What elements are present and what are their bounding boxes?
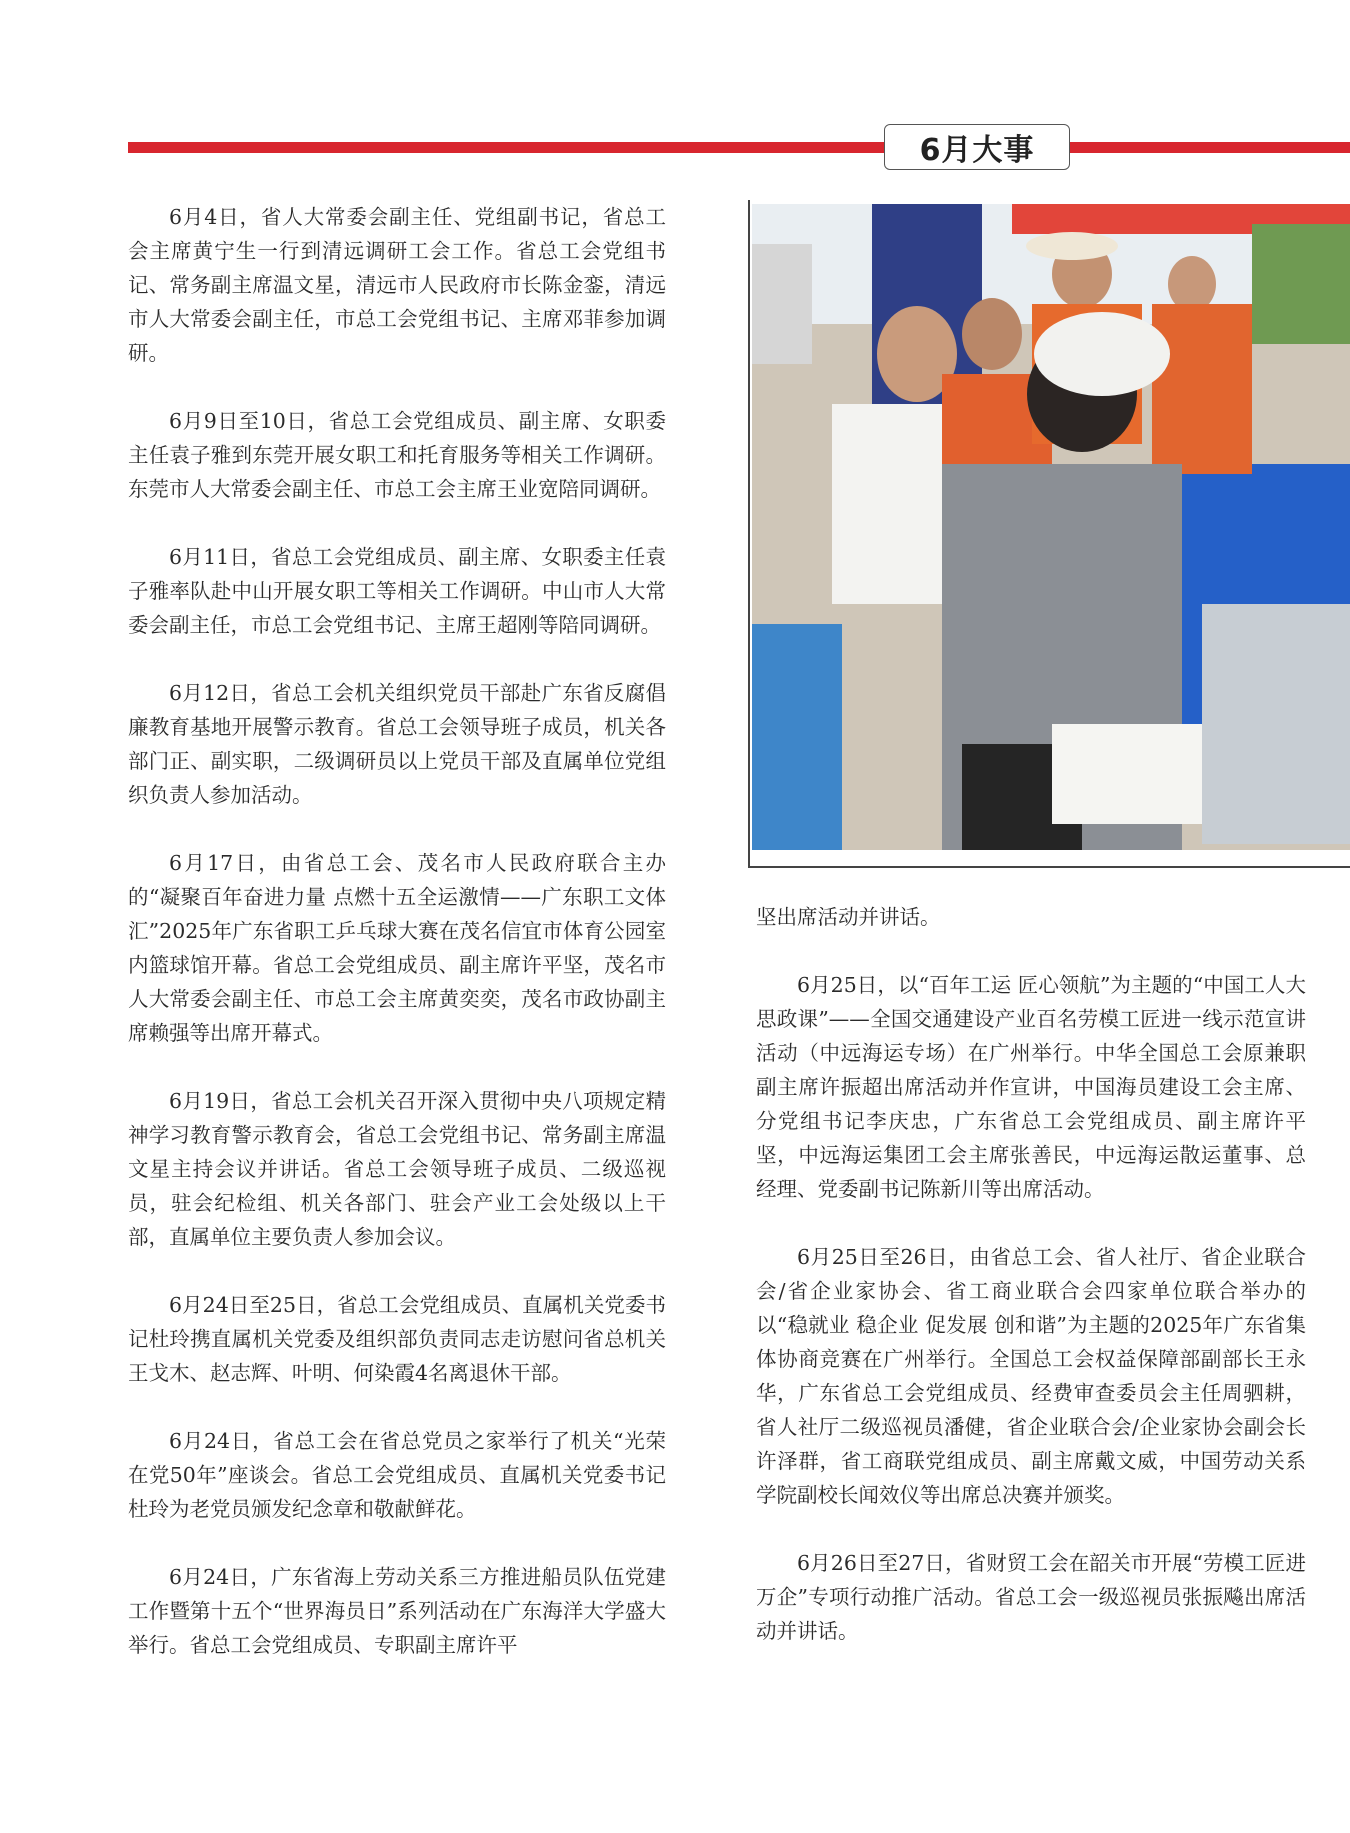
header-red-bar <box>128 142 1350 153</box>
news-item: 6月26日至27日，省财贸工会在韶关市开展“劳模工匠进万企”专项行动推广活动。省总工会一级巡视员张振飚出席活动并讲话。 <box>756 1551 1306 1643</box>
news-item: 6月9日至10日，省总工会党组成员、副主席、女职委主任袁子雅到东莞开展女职工和托育服务等相关工作调研。东莞市人大常委会副主任、市总工会主席王业宽陪同调研。 <box>128 409 666 501</box>
news-item: 6月24日，广东省海上劳动关系三方推进船员队伍党建工作暨第十五个“世界海员日”系列活动在广东海洋大学盛大举行。省总工会党组成员、专职副主席许平 <box>128 1565 666 1657</box>
left-column <box>128 200 666 1696</box>
event-photo <box>752 204 1350 850</box>
news-item: 6月19日，省总工会机关召开深入贯彻中央八项规定精神学习教育警示教育会，省总工会党组书记、常务副主席温文星主持会议并讲话。省总工会领导班子成员、二级巡视员，驻会纪检组、机关各部门、驻会产业工会处级以上干部，直属单位主要负责人参加会议。 <box>128 1089 666 1249</box>
news-item: 6月25日至26日，由省总工会、省人社厅、省企业联合会/省企业家协会、省工商业联合会四家单位联合举办的以“稳就业 稳企业 促发展 创和谐”为主题的2025年广东省集体协商竞赛在广州举行。全国总工会权益保障部副部长王永华，广东省总工会党组成员、经费审查委员会主任周驷耕，省人社厅二级巡视员潘健，省企业联合会/企业家协会副会长许泽群，省工商联党组成员、副主席戴文威，中国劳动关系学院副校长闻效仪等出席总决赛并颁奖。 <box>756 1245 1306 1507</box>
news-item: 6月12日，省总工会机关组织党员干部赴广东省反腐倡廉教育基地开展警示教育。省总工会领导班子成员，机关各部门正、副实职，二级调研员以上党员干部及直属单位党组织负责人参加活动。 <box>128 681 666 807</box>
right-column <box>756 900 1306 1682</box>
news-item: 6月25日，以“百年工运 匠心领航”为主题的“中国工人大思政课”——全国交通建设产业百名劳模工匠进一线示范宣讲活动（中远海运专场）在广州举行。中华全国总工会原兼职副主席许振超出席活动并作宣讲，中国海员建设工会主席、分党组书记李庆忠，广东省总工会党组成员、副主席许平坚，中远海运集团工会主席张善民，中远海运散运董事、总经理、党委副书记陈新川等出席活动。 <box>756 973 1306 1201</box>
section-label: 6月大事 <box>884 124 1070 170</box>
news-item-continued: 坚出席活动并讲话。 <box>756 905 941 929</box>
news-item: 6月4日，省人大常委会副主任、党组副书记，省总工会主席黄宁生一行到清远调研工会工作。省总工会党组书记、常务副主席温文星，清远市人民政府市长陈金銮，清远市人大常委会副主任，市总工会党组书记、主席邓菲参加调研。 <box>128 205 666 365</box>
news-item: 6月17日，由省总工会、茂名市人民政府联合主办的“凝聚百年奋进力量 点燃十五全运激情——广东职工文体汇”2025年广东省职工乒乓球大赛在茂名信宜市体育公园室内篮球馆开幕。省总工会党组成员、副主席许平坚，茂名市人大常委会副主任、市总工会主席黄奕奕，茂名市政协副主席赖强等出席开幕式。 <box>128 851 666 1045</box>
news-item: 6月24日，省总工会在省总党员之家举行了机关“光荣在党50年”座谈会。省总工会党组成员、直属机关党委书记杜玲为老党员颁发纪念章和敬献鲜花。 <box>128 1429 666 1521</box>
news-item: 6月24日至25日，省总工会党组成员、直属机关党委书记杜玲携直属机关党委及组织部负责同志走访慰问省总机关王戈木、赵志辉、叶明、何染霞4名离退休干部。 <box>128 1293 666 1385</box>
news-item: 6月11日，省总工会党组成员、副主席、女职委主任袁子雅率队赴中山开展女职工等相关工作调研。中山市人大常委会副主任，市总工会党组书记、主席王超刚等陪同调研。 <box>128 545 666 637</box>
